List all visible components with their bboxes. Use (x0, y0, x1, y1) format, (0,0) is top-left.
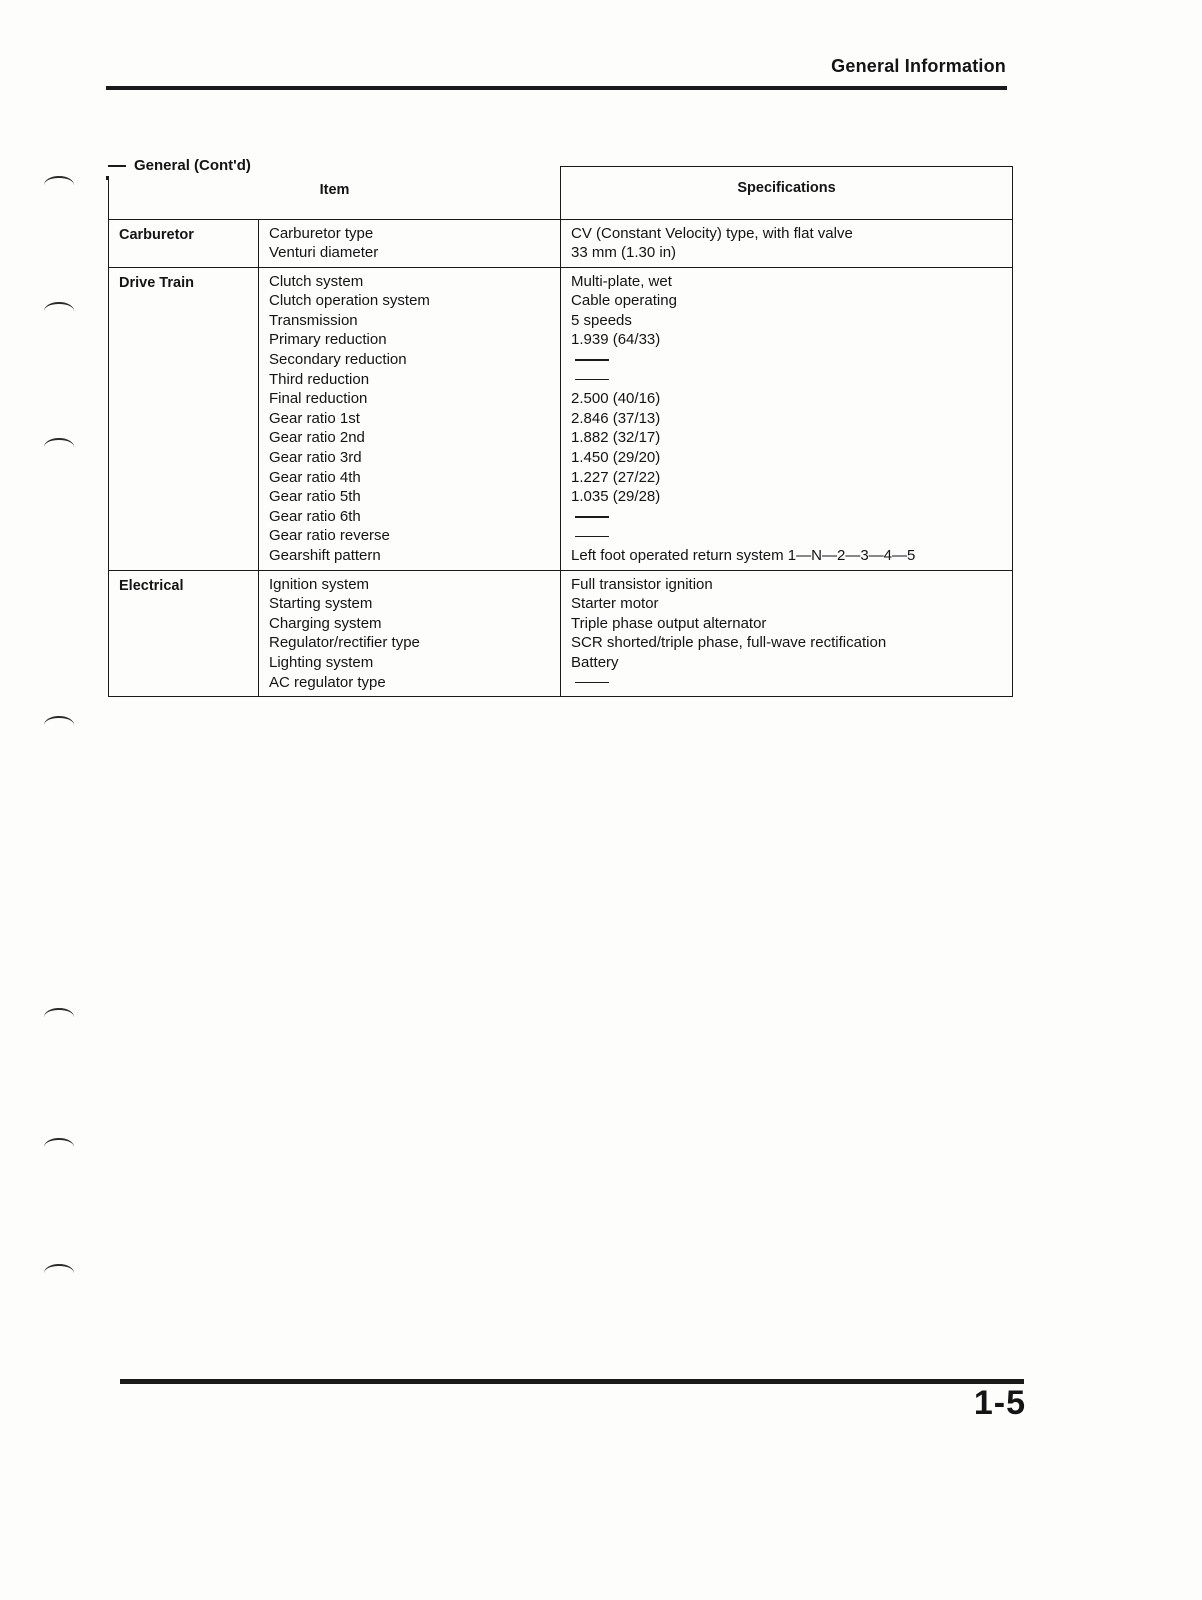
spec-value: 33 mm (1.30 in) (571, 244, 677, 262)
item-label: Gear ratio 6th (269, 507, 361, 525)
spec-value: Left foot operated return system 1—N—2—3—4—5 (571, 547, 916, 564)
item-label: Lighting system (269, 653, 374, 671)
specifications-column-header: Specifications (561, 167, 1013, 220)
spec-not-applicable (571, 507, 1002, 527)
category-cell: Carburetor (109, 219, 259, 267)
item-label: Transmission (269, 311, 358, 329)
item-label: Ignition system (269, 575, 370, 593)
spec-value: 1.035 (29/28) (571, 488, 661, 506)
binder-hole-mark (44, 1008, 74, 1026)
binder-hole-mark (44, 716, 74, 734)
spec-value: Cable operating (571, 292, 677, 310)
spec-value: 2.846 (37/13) (571, 409, 661, 427)
item-label: Gear ratio 1st (269, 409, 360, 427)
item-label: Regulator/rectifier type (269, 634, 420, 652)
item-label: Final reduction (269, 390, 368, 408)
spec-value: Starter motor (571, 595, 659, 613)
dash-mark (575, 516, 609, 518)
binder-hole-mark (44, 302, 74, 320)
spec-not-applicable (571, 673, 1002, 693)
spec-value: 2.500 (40/16) (571, 390, 661, 408)
spec-value: 1.939 (64/33) (571, 331, 661, 349)
binder-hole-mark (44, 438, 74, 456)
spec-table-section (108, 157, 1012, 697)
spec-cell (561, 570, 1013, 697)
dash-mark (575, 682, 609, 684)
table-body (109, 219, 1013, 697)
item-label: Gear ratio 2nd (269, 429, 365, 447)
section-caption (106, 156, 261, 176)
item-label: Third reduction (269, 370, 370, 388)
spec-not-applicable (571, 370, 1002, 390)
header-rule (106, 86, 1007, 90)
spec-value: SCR shorted/triple phase, full-wave rectification (571, 634, 887, 652)
item-cell (259, 267, 561, 570)
item-label: Carburetor type (269, 224, 374, 242)
binder-hole-mark (44, 1264, 74, 1282)
spec-cell (561, 219, 1013, 267)
table-row (109, 570, 1013, 697)
spec-not-applicable (571, 526, 1002, 546)
spec-value: Triple phase output alternator (571, 614, 767, 632)
spec-value: Battery (571, 653, 619, 671)
item-label: Clutch system (269, 272, 364, 290)
item-label: Gear ratio 4th (269, 468, 361, 486)
footer-rule (120, 1379, 1024, 1384)
spec-value: CV (Constant Velocity) type, with flat valve (571, 224, 853, 242)
spec-value: 5 speeds (571, 311, 632, 329)
binder-hole-mark (44, 1138, 74, 1156)
spec-value: 1.227 (27/22) (571, 468, 661, 486)
item-label: Venturi diameter (269, 244, 379, 262)
table-row (109, 267, 1013, 570)
table-row (109, 219, 1013, 267)
header-title: General Information (831, 56, 1006, 76)
item-label: Starting system (269, 595, 373, 613)
spec-cell (561, 267, 1013, 570)
item-cell (259, 219, 561, 267)
item-label: Clutch operation system (269, 292, 430, 310)
item-label: Gear ratio 3rd (269, 449, 362, 467)
spec-value: Full transistor ignition (571, 575, 713, 593)
item-label: Gear ratio 5th (269, 488, 361, 506)
dash-mark (575, 536, 609, 538)
page-number: 1-5 (973, 1384, 1026, 1422)
item-label: Gear ratio reverse (269, 527, 390, 545)
dash-mark (575, 359, 609, 361)
item-label: Gearshift pattern (269, 547, 381, 564)
item-column-header: Item (109, 167, 561, 220)
item-label: AC regulator type (269, 673, 386, 691)
item-cell (259, 570, 561, 697)
item-label: Charging system (269, 614, 382, 632)
spec-value: 1.450 (29/20) (571, 449, 661, 467)
category-cell: Electrical (109, 570, 259, 697)
item-label: Primary reduction (269, 331, 387, 349)
section-caption-text: General (Cont'd) (134, 157, 251, 174)
item-label: Secondary reduction (269, 351, 407, 369)
caption-tick (108, 165, 126, 167)
spec-table (108, 166, 1013, 697)
dash-mark (575, 379, 609, 381)
binder-hole-mark (44, 176, 74, 194)
spec-not-applicable (571, 350, 1002, 370)
category-cell: Drive Train (109, 267, 259, 570)
spec-value: Multi-plate, wet (571, 272, 672, 290)
spec-value: 1.882 (32/17) (571, 429, 661, 447)
